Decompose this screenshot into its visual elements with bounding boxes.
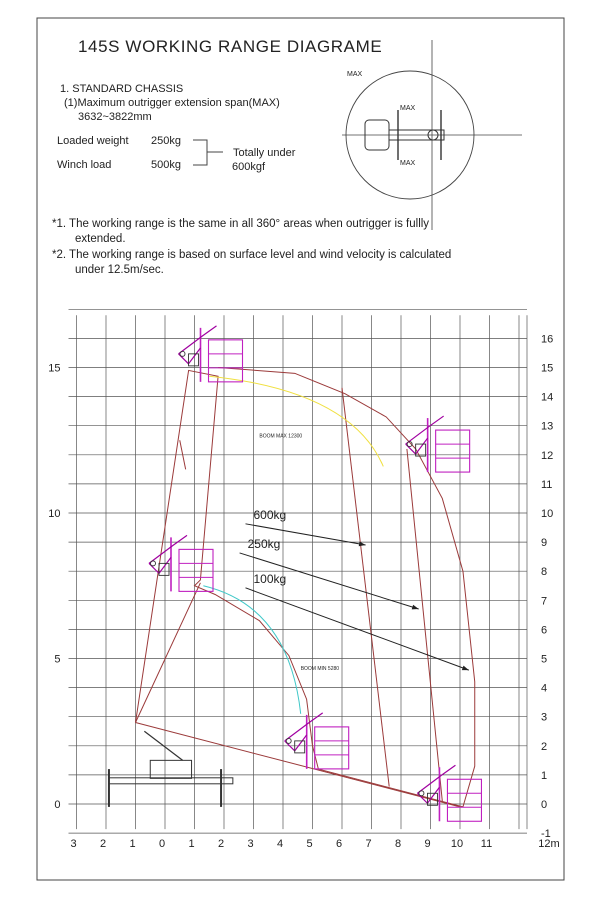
crane-jib	[179, 326, 217, 364]
crane-position-far	[417, 765, 481, 821]
y-right-tick-label: 5	[541, 653, 548, 666]
winch-load-value: 500kg	[151, 159, 181, 171]
x-tick-label: 1	[188, 838, 195, 851]
x-tick-label: 10	[450, 838, 464, 851]
diagram-title: 145S WORKING RANGE DIAGRAME	[78, 37, 383, 56]
crane-head	[189, 354, 199, 366]
y-left-tick-label: 0	[54, 799, 61, 811]
y-right-tick-label: 13	[541, 420, 554, 433]
total-line-2: 600kgf	[232, 161, 266, 173]
basket-outline	[315, 727, 349, 769]
max-label-lower: MAX	[400, 160, 416, 167]
y-right-tick-label: 16	[541, 333, 554, 346]
x-unit-label: 12m	[538, 838, 560, 851]
load-arrowhead-250kg	[412, 605, 419, 610]
x-tick-label: 0	[158, 838, 166, 851]
basket-outline	[179, 549, 213, 591]
crane-jib	[285, 713, 323, 751]
y-right-tick-label: 6	[541, 624, 548, 637]
note-1-line-1: *1. The working range is the same in all 360° areas when outrigger is fullly	[52, 218, 430, 230]
chassis-turret	[150, 760, 191, 778]
crane-head	[295, 741, 305, 753]
crane-pulley	[286, 738, 291, 743]
x-tick-label: 11	[480, 838, 493, 851]
boom-max-arc	[209, 376, 383, 466]
axis-labels	[48, 333, 559, 850]
y-right-tick-label: 3	[541, 711, 548, 724]
load-arrowhead-100kg	[462, 666, 469, 671]
y-right-tick-label: 7	[541, 595, 548, 608]
crane-head	[416, 444, 426, 456]
y-right-tick-label: 1	[541, 769, 548, 782]
y-left-tick-label: 10	[48, 508, 61, 520]
x-tick-label: 7	[365, 838, 372, 851]
total-line-1: Totally under	[233, 147, 296, 159]
loaded-weight-value: 250kg	[151, 135, 181, 147]
reach-line	[136, 583, 201, 723]
crane-jib	[149, 535, 187, 573]
x-tick-label: 9	[424, 838, 431, 851]
y-right-tick-label: 11	[541, 478, 553, 491]
boom-min-arc	[203, 586, 300, 714]
y-right-tick-label: 12	[541, 449, 554, 462]
x-tick-label: 2	[99, 838, 107, 851]
loaded-weight-label: Loaded weight	[57, 135, 129, 147]
outrigger-top-view	[342, 40, 522, 230]
y-right-tick-label: 15	[541, 362, 554, 375]
x-tick-label: 3	[247, 838, 254, 851]
y-right-tick-label: 8	[541, 566, 548, 579]
load-labels	[240, 507, 469, 673]
x-tick-label: 6	[335, 838, 343, 851]
y-right-tick-label: -1	[541, 828, 551, 841]
load-label-600kg: 600kg	[253, 507, 287, 522]
y-left-tick-label: 5	[54, 653, 61, 666]
max-label-top: MAX	[347, 71, 363, 78]
spec-span: 3632~3822mm	[78, 111, 152, 123]
y-right-tick-label: 4	[541, 682, 548, 695]
x-tick-label: 4	[276, 838, 284, 851]
crane-pulley	[151, 561, 156, 566]
page-border	[37, 18, 564, 880]
x-tick-label: 1	[129, 838, 136, 851]
y-right-tick-label: 10	[541, 508, 554, 520]
y-right-tick-label: 2	[541, 740, 548, 753]
crane-pulley	[419, 791, 424, 796]
x-tick-label: 3	[70, 838, 77, 851]
spec-heading: 1. STANDARD CHASSIS	[60, 83, 184, 95]
note-2-line-2: under 12.5m/sec.	[75, 264, 164, 276]
y-right-tick-label: 0	[541, 799, 548, 811]
crane-head	[159, 563, 169, 575]
load-label-250kg: 250kg	[247, 536, 281, 551]
crane-pulley	[180, 351, 185, 356]
total-bracket	[193, 140, 223, 165]
boom-min-arc-label: BOOM MIN 5280	[300, 666, 340, 673]
load-label-100kg: 100kg	[253, 571, 287, 586]
y-right-tick-label: 14	[541, 391, 554, 404]
note-1-line-2: extended.	[75, 233, 126, 245]
load-limit-250	[407, 449, 442, 801]
max-label-upper: MAX	[400, 105, 416, 112]
x-tick-label: 5	[306, 838, 313, 851]
y-right-tick-label: 9	[541, 537, 548, 550]
reach-line	[136, 723, 461, 807]
spec-subheading: (1)Maximum outrigger extension span(MAX)	[64, 97, 280, 109]
winch-load-label: Winch load	[57, 159, 112, 171]
note-2-line-1: *2. The working range is based on surface level and wind velocity is calculated	[52, 249, 452, 261]
crane-jib	[406, 416, 444, 454]
boom-max-arc-label: BOOM MAX 12300	[259, 433, 303, 440]
x-tick-label: 8	[394, 838, 402, 851]
y-left-tick-label: 15	[48, 362, 61, 375]
x-tick-label: 2	[217, 838, 225, 851]
basket-outline	[436, 430, 470, 472]
